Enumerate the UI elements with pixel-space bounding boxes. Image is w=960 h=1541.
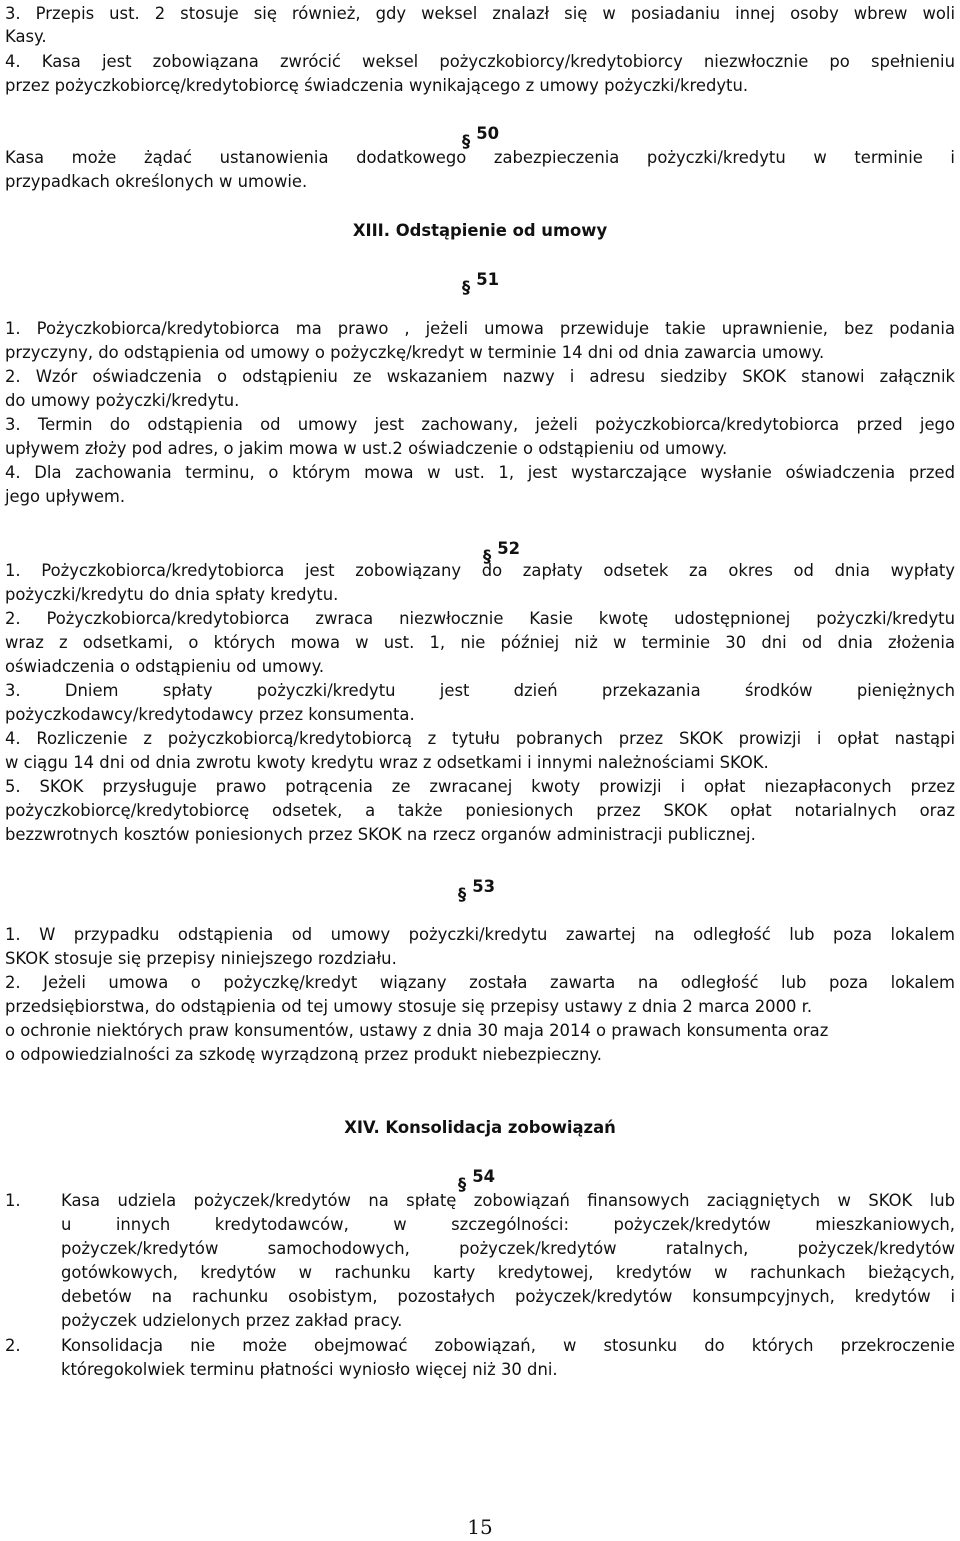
section-heading: XIV. Konsolidacja zobowiązań bbox=[344, 1118, 616, 1137]
text-line: 4. Kasa jest zobowiązana zwrócić weksel pożyczkobiorcy/kredytobiorcy niezwłocznie po spełnieniu bbox=[5, 52, 955, 71]
section-heading: XIII. Odstąpienie od umowy bbox=[352, 221, 608, 240]
text-line: 2. Pożyczkobiorca/kredytobiorca zwraca niezwłocznie Kasie kwotę udostępnionej pożyczki/kredytu bbox=[5, 609, 955, 628]
text-line: bezzwrotnych kosztów poniesionych przez SKOK na rzecz organów administracji publicznej. bbox=[5, 825, 756, 844]
text-line: 3. Termin do odstąpienia od umowy jest zachowany, jeżeli pożyczkobiorca/kredytobiorca przed jego bbox=[5, 415, 955, 434]
text-line: 1. W przypadku odstąpienia od umowy pożyczki/kredytu zawartej na odległość lub poza lokalem bbox=[5, 925, 955, 944]
text-line: 3. Przepis ust. 2 stosuje się również, gdy weksel znalazł się w posiadaniu innej osoby wbrew woli bbox=[5, 4, 955, 23]
text-line: o ochronie niektórych praw konsumentów, ustawy z dnia 30 maja 2014 o prawach konsumenta oraz bbox=[5, 1021, 829, 1040]
text-line: pożyczkodawcy/kredytodawcy przez konsumenta. bbox=[5, 705, 415, 724]
paragraph-number: 51 bbox=[476, 270, 500, 289]
text-line: 2. Jeżeli umowa o pożyczkę/kredyt wiązany została zawarta na odległość lub poza lokalem bbox=[5, 973, 955, 992]
text-line: Kasa może żądać ustanowienia dodatkowego zabezpieczenia pożyczki/kredytu w terminie i bbox=[5, 148, 955, 167]
text-line: oświadczenia o odstąpieniu od umowy. bbox=[5, 657, 325, 676]
text-line: 1. Pożyczkobiorca/kredytobiorca jest zobowiązany do zapłaty odsetek za okres od dnia wypłaty bbox=[5, 561, 955, 580]
paragraph-mark bbox=[483, 537, 603, 566]
item-line: Kasa udziela pożyczek/kredytów na spłatę zobowiązań finansowych zaciągniętych w SKOK lub bbox=[61, 1191, 955, 1210]
section-sign: § bbox=[458, 1175, 467, 1194]
text-line: przez pożyczkobiorcę/kredytobiorcę świadczenia wynikającego z umowy pożyczki/kredytu. bbox=[5, 76, 749, 95]
section-sign: § bbox=[462, 132, 471, 151]
text-line: 3. Dniem spłaty pożyczki/kredytu jest dzień przekazania środków pieniężnych bbox=[5, 681, 955, 700]
item-line: u innych kredytodawców, w szczególności: pożyczek/kredytów mieszkaniowych, bbox=[61, 1215, 955, 1234]
item-line: któregokolwiek terminu płatności wyniosło więcej niż 30 dni. bbox=[61, 1360, 558, 1379]
text-line: pożyczkobiorcę/kredytobiorcę odsetek, a także poniesionych przez SKOK opłat notarialnych oraz bbox=[5, 801, 955, 820]
item-line: pożyczek/kredytów samochodowych, pożyczek/kredytów ratalnych, pożyczek/kredytów bbox=[61, 1239, 955, 1258]
paragraph-mark bbox=[458, 1165, 578, 1194]
paragraph-mark bbox=[462, 122, 582, 151]
text-line: 1. Pożyczkobiorca/kredytobiorca ma prawo , jeżeli umowa przewiduje takie uprawnienie, bez podania bbox=[5, 319, 955, 338]
text-line: 4. Dla zachowania terminu, o którym mowa w ust. 1, jest wystarczające wysłanie oświadczenia przed bbox=[5, 463, 955, 482]
section-sign: § bbox=[483, 547, 492, 566]
text-line: jego upływem. bbox=[5, 487, 126, 506]
item-number: 2. bbox=[5, 1336, 21, 1355]
text-line: przyczyny, do odstąpienia od umowy o pożyczkę/kredyt w terminie 14 dni od dnia zawarcia umowy. bbox=[5, 343, 825, 362]
page-number: 15 bbox=[467, 1515, 493, 1539]
text-line: Kasy. bbox=[5, 27, 47, 46]
text-line: pożyczki/kredytu do dnia spłaty kredytu. bbox=[5, 585, 339, 604]
section-sign: § bbox=[462, 278, 471, 297]
text-line: 5. SKOK przysługuje prawo potrącenia ze zwracanej kwoty prowizji i opłat niezapłaconych przez bbox=[5, 777, 955, 796]
paragraph-mark bbox=[458, 875, 578, 904]
text-line: w ciągu 14 dni od dnia zwrotu kwoty kredytu wraz z odsetkami i innymi należnościami SKOK. bbox=[5, 753, 769, 772]
item-line: gotówkowych, kredytów w rachunku karty kredytowej, kredytów w rachunkach bieżących, bbox=[61, 1263, 955, 1282]
paragraph-number: 53 bbox=[472, 877, 496, 896]
item-line: Konsolidacja nie może obejmować zobowiązań, w stosunku do których przekroczenie bbox=[61, 1336, 955, 1355]
text-line: SKOK stosuje się przepisy niniejszego rozdziału. bbox=[5, 949, 397, 968]
text-line: przypadkach określonych w umowie. bbox=[5, 172, 308, 191]
paragraph-number: 54 bbox=[472, 1167, 496, 1186]
paragraph-number: 52 bbox=[497, 539, 521, 558]
paragraph-number: 50 bbox=[476, 124, 500, 143]
text-line: przedsiębiorstwa, do odstąpienia od tej umowy stosuje się przepisy ustawy z dnia 2 marca 2000 r. bbox=[5, 997, 813, 1016]
text-line: wraz z odsetkami, o których mowa w ust. 1, nie później niż w terminie 30 dni od dnia złożenia bbox=[5, 633, 955, 652]
item-line: debetów na rachunku osobistym, pozostałych pożyczek/kredytów konsumpcyjnych, kredytów i bbox=[61, 1287, 955, 1306]
text-line: 4. Rozliczenie z pożyczkobiorcą/kredytobiorcą z tytułu pobranych przez SKOK prowizji i opłat nastąpi bbox=[5, 729, 955, 748]
item-line: pożyczek udzielonych przez zakład pracy. bbox=[61, 1311, 403, 1330]
text-line: o odpowiedzialności za szkodę wyrządzoną przez produkt niebezpieczny. bbox=[5, 1045, 602, 1064]
section-sign: § bbox=[458, 885, 467, 904]
text-line: do umowy pożyczki/kredytu. bbox=[5, 391, 240, 410]
item-number: 1. bbox=[5, 1191, 21, 1210]
paragraph-mark bbox=[462, 268, 582, 297]
text-line: upływem złoży pod adres, o jakim mowa w ust.2 oświadczenie o odstąpieniu od umowy. bbox=[5, 439, 728, 458]
text-line: 2. Wzór oświadczenia o odstąpieniu ze wskazaniem nazwy i adresu siedziby SKOK stanowi załącznik bbox=[5, 367, 955, 386]
